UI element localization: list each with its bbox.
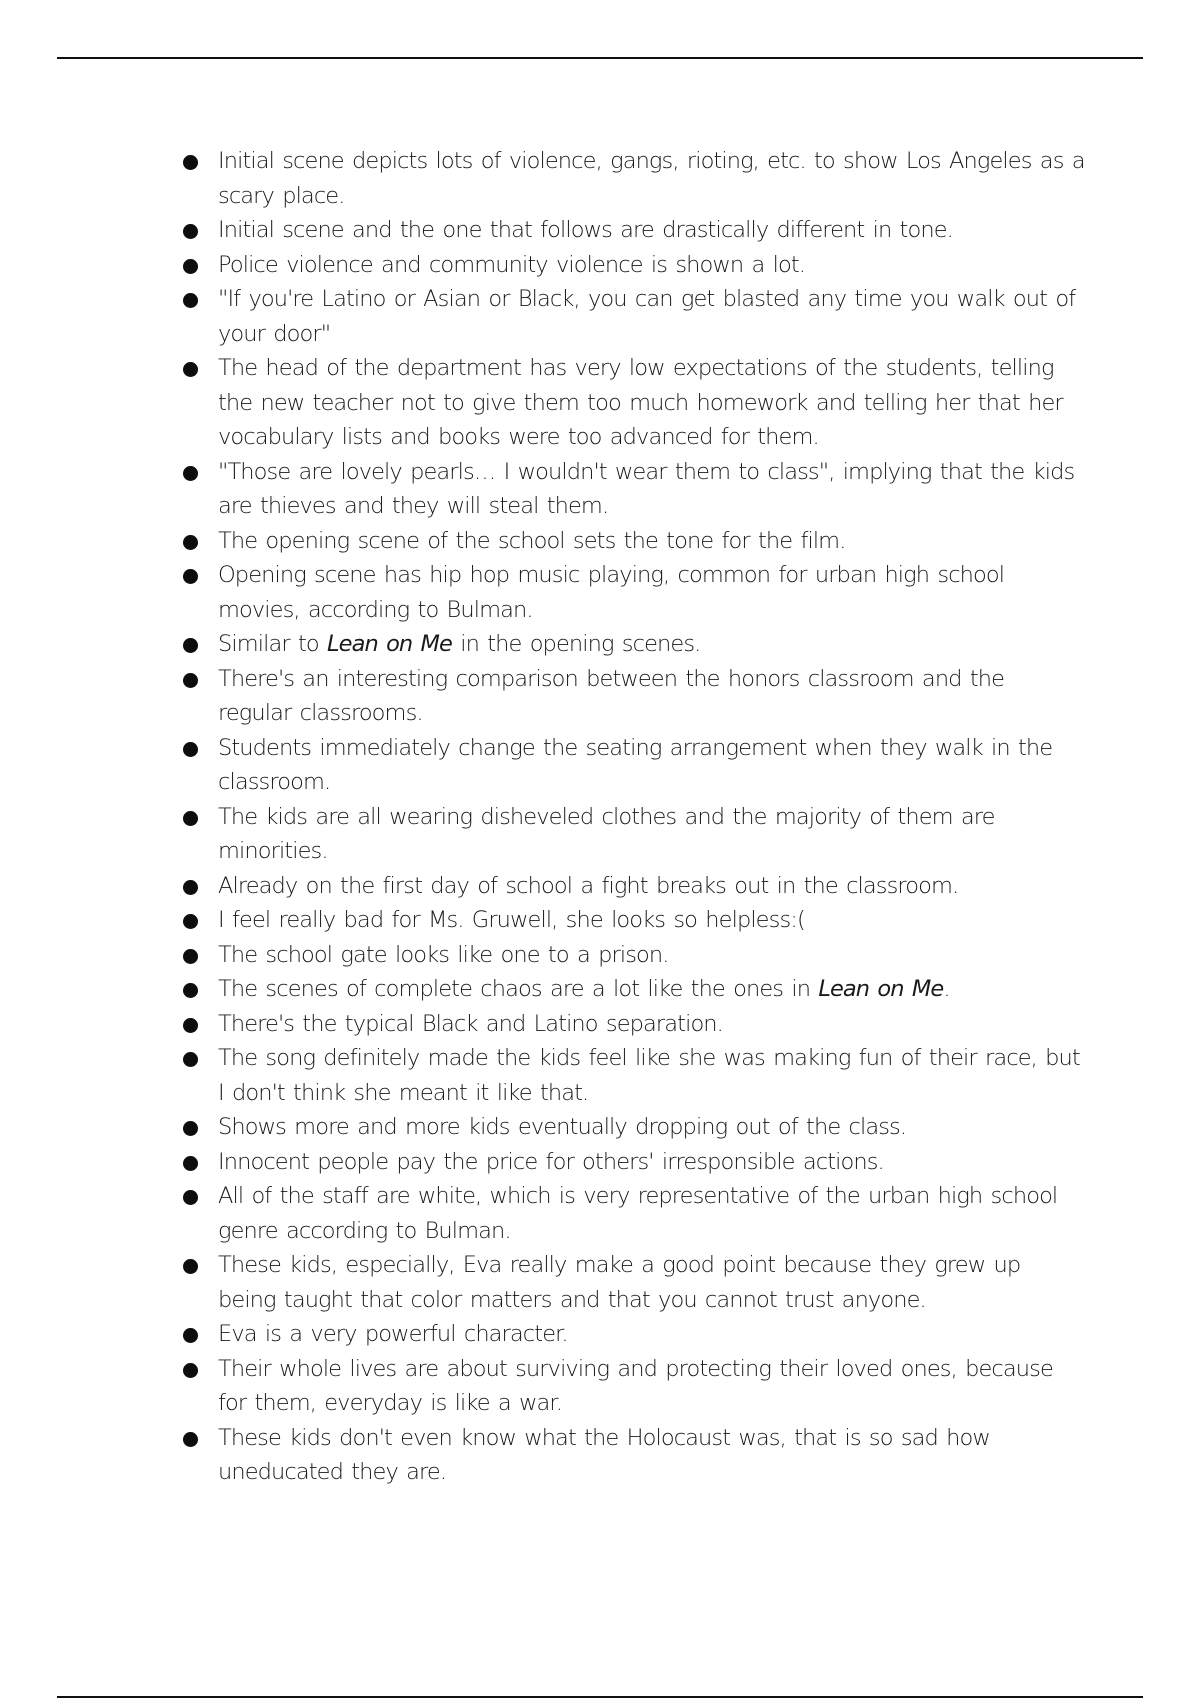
bullet-icon xyxy=(183,949,198,964)
list-item xyxy=(180,1179,1085,1248)
note-text: The opening scene of the school sets the tone for the film. xyxy=(218,527,846,554)
bullet-icon xyxy=(183,466,198,481)
note-text: Already on the first day of school a fight breaks out in the classroom. xyxy=(218,872,959,899)
note-text: Their whole lives are about surviving and protecting their loved ones, because for them, everyday is like a war. xyxy=(218,1355,1053,1416)
list-item xyxy=(180,662,1085,731)
list-item xyxy=(180,1248,1085,1317)
list-item xyxy=(180,351,1085,455)
list-item xyxy=(180,1110,1085,1145)
note-text: These kids don't even know what the Holocaust was, that is so sad how uneducated they are. xyxy=(218,1424,990,1485)
list-item xyxy=(180,282,1085,351)
note-text: I feel really bad for Ms. Gruwell, she looks so helpless:( xyxy=(218,907,805,933)
list-item xyxy=(180,1007,1085,1042)
list-item xyxy=(180,558,1085,627)
list-item xyxy=(180,903,1085,938)
note-text: Initial scene and the one that follows are drastically different in tone. xyxy=(218,217,953,243)
bullet-icon xyxy=(183,1018,198,1033)
bullet-icon xyxy=(183,811,198,826)
note-text: Eva is a very powerful character. xyxy=(218,1321,568,1347)
list-item xyxy=(180,1041,1085,1110)
note-text: Initial scene depicts lots of violence, gangs, rioting, etc. to show Los Angeles as a scary place. xyxy=(218,148,1085,209)
list-item xyxy=(180,1421,1085,1490)
note-text: All of the staff are white, which is very representative of the urban high school genre according to Bulman. xyxy=(218,1183,1058,1244)
note-text: The head of the department has very low expectations of the students, telling the new teacher not to give them too much homework and telling her that her vocabulary lists and books were too advanced for them. xyxy=(218,355,1063,450)
bullet-icon xyxy=(183,1052,198,1067)
list-item xyxy=(180,248,1085,283)
note-text: "Those are lovely pearls… I wouldn't wear them to class", implying that the kids are thieves and they will steal them. xyxy=(218,458,1075,519)
bullet-icon xyxy=(183,259,198,274)
list-item xyxy=(180,972,1085,1007)
list-item xyxy=(180,213,1085,248)
note-text: Students immediately change the seating arrangement when they walk in the classroom. xyxy=(218,734,1053,795)
film-title: Lean on Me xyxy=(326,631,452,657)
bullet-icon xyxy=(183,155,198,170)
note-text: Similar to Lean on Me in the opening scenes. xyxy=(218,631,701,657)
bullet-icon xyxy=(183,1190,198,1205)
film-title: Lean on Me xyxy=(818,976,944,1002)
list-item xyxy=(180,1317,1085,1352)
bullet-icon xyxy=(183,1432,198,1447)
bullet-icon xyxy=(183,914,198,929)
bullet-icon xyxy=(183,1328,198,1343)
note-text: The kids are all wearing disheveled clothes and the majority of them are minorities. xyxy=(218,803,995,864)
note-text: The song definitely made the kids feel like she was making fun of their race, but I don't think she meant it like that. xyxy=(218,1045,1080,1106)
list-item xyxy=(180,938,1085,973)
list-item xyxy=(180,1145,1085,1180)
list-item xyxy=(180,800,1085,869)
list-item xyxy=(180,1352,1085,1421)
note-text: Opening scene has hip hop music playing, common for urban high school movies, according to Bulman. xyxy=(218,562,1005,623)
notes-list xyxy=(180,144,1085,1490)
note-text: There's an interesting comparison between the honors classroom and the regular classrooms. xyxy=(218,665,1005,726)
bullet-icon xyxy=(183,535,198,550)
bullet-icon xyxy=(183,1259,198,1274)
list-item xyxy=(180,731,1085,800)
header-rule xyxy=(57,57,1143,59)
list-item xyxy=(180,627,1085,662)
bullet-icon xyxy=(183,638,198,653)
bullet-icon xyxy=(183,983,198,998)
note-text: "If you're Latino or Asian or Black, you can get blasted any time you walk out of your door" xyxy=(218,286,1076,347)
note-text: The scenes of complete chaos are a lot like the ones in Lean on Me. xyxy=(218,976,950,1002)
bullet-icon xyxy=(183,673,198,688)
note-text: Police violence and community violence is shown a lot. xyxy=(218,251,806,278)
list-item xyxy=(180,869,1085,904)
bullet-icon xyxy=(183,742,198,757)
note-text: The school gate looks like one to a prison. xyxy=(218,941,669,968)
footer-rule xyxy=(57,1696,1143,1698)
list-item xyxy=(180,455,1085,524)
bullet-icon xyxy=(183,293,198,308)
note-text: These kids, especially, Eva really make a good point because they grew up being taught that color matters and that you cannot trust anyone. xyxy=(218,1252,1021,1313)
note-text: There's the typical Black and Latino separation. xyxy=(218,1010,723,1037)
bullet-icon xyxy=(183,569,198,584)
list-item xyxy=(180,144,1085,213)
note-text: Shows more and more kids eventually dropping out of the class. xyxy=(218,1114,907,1140)
list-item xyxy=(180,524,1085,559)
bullet-icon xyxy=(183,362,198,377)
bullet-icon xyxy=(183,1156,198,1171)
bullet-icon xyxy=(183,880,198,895)
bullet-icon xyxy=(183,224,198,239)
bullet-icon xyxy=(183,1363,198,1378)
bullet-icon xyxy=(183,1121,198,1136)
note-text: Innocent people pay the price for others' irresponsible actions. xyxy=(218,1148,884,1175)
